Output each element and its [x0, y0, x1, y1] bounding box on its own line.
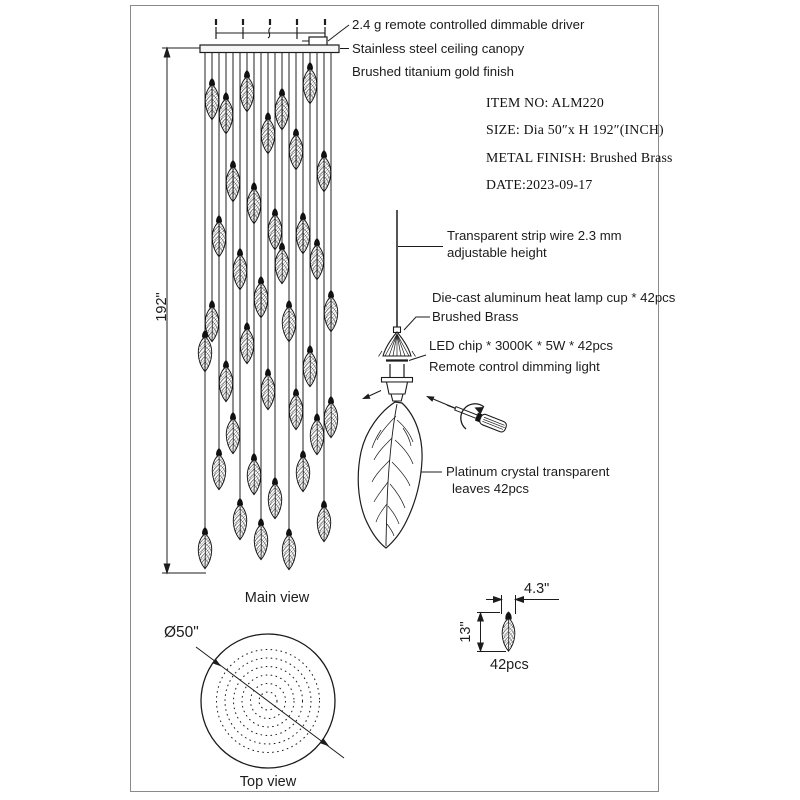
cup-leader-line [404, 317, 430, 330]
screwdriver [445, 400, 508, 433]
spec-metal-finish: METAL FINISH: Brushed Brass [486, 150, 673, 165]
driver-leader-line [328, 25, 349, 41]
canopy-callout: Stainless steel ceiling canopy [352, 41, 525, 56]
leaf-height-label: 13" [458, 621, 474, 643]
mounting-dimension-line [216, 19, 325, 39]
chandelier-leaves [198, 53, 337, 570]
cup-callout-line1: Die-cast aluminum heat lamp cup * 42pcs [432, 290, 676, 305]
top-view [196, 634, 344, 768]
leaves-callout-line2: leaves 42pcs [452, 481, 529, 496]
cup-callout-line2: Brushed Brass [432, 309, 519, 324]
wire-callout-line1: Transparent strip wire 2.3 mm [447, 228, 622, 243]
leaf-count-label: 42pcs [490, 657, 529, 673]
wire-callout-line2: adjustable height [447, 245, 547, 260]
spec-item-no: ITEM NO: ALM220 [486, 95, 604, 110]
driver-callout: 2.4 g remote controlled dimmable driver [352, 17, 585, 32]
ceiling-canopy [200, 45, 339, 53]
led-callout-line1: LED chip * 3000K * 5W * 42pcs [429, 338, 613, 353]
leaf-width-label: 4.3" [524, 581, 550, 597]
leaf-size-detail [477, 595, 559, 652]
crystal-leaf-outline [358, 402, 422, 548]
finish-callout: Brushed titanium gold finish [352, 64, 515, 79]
led-callout-line2: Remote control dimming light [429, 359, 600, 374]
leaves-callout-line1: Platinum crystal transparent [446, 464, 610, 479]
leaf-assembly-detail [358, 364, 463, 548]
diameter-dimension-label: Ø50" [164, 624, 199, 641]
spec-date: DATE:2023-09-17 [486, 177, 593, 192]
top-view-label: Top view [239, 774, 297, 790]
spec-size: SIZE: Dia 50″x H 192″(INCH) [486, 122, 664, 137]
led-leader-line [409, 355, 426, 361]
height-dimension-label: 192" [154, 292, 170, 322]
main-view-label: Main view [244, 590, 310, 606]
